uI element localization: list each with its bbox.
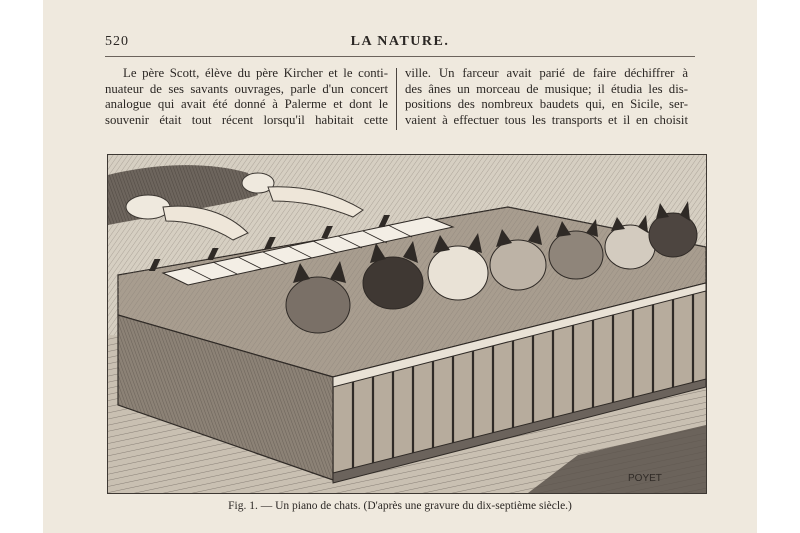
text-column-right bbox=[405, 66, 688, 128]
text-line: positions des nombreux baudets qui, en Sicile, ser- bbox=[405, 97, 688, 111]
text-line: vaient à effectuer tous les transports et il en choisit bbox=[405, 112, 688, 127]
text-line: des ânes un morceau de musique; il étudia les dis- bbox=[405, 81, 688, 96]
page-number: 520 bbox=[105, 34, 129, 49]
header-rule bbox=[105, 56, 695, 57]
artist-signature: POYET bbox=[628, 473, 662, 484]
cat-piano-engraving bbox=[107, 154, 707, 494]
text-column-left bbox=[105, 66, 388, 128]
text-line: nuateur de ses savants ouvrages, parle d'un concert bbox=[105, 81, 388, 96]
figure-caption: Fig. 1. — Un piano de chats. (D'après une gravure du dix-septième siècle.) bbox=[228, 500, 572, 512]
text-line: Le père Scott, élève du père Kircher et le conti- bbox=[123, 66, 388, 80]
magazine-page bbox=[43, 0, 757, 533]
text-line: analogue qui avait été donné à Palerme et dont le bbox=[105, 97, 388, 111]
engraving-illustration bbox=[108, 155, 706, 493]
column-divider bbox=[396, 68, 397, 130]
page-header bbox=[105, 34, 695, 52]
text-line: souvenir était tout récent lorsqu'il habitait cette bbox=[105, 112, 388, 127]
text-line: ville. Un farceur avait parié de faire déchiffrer à bbox=[405, 66, 688, 80]
journal-title: LA NATURE. bbox=[350, 34, 450, 49]
